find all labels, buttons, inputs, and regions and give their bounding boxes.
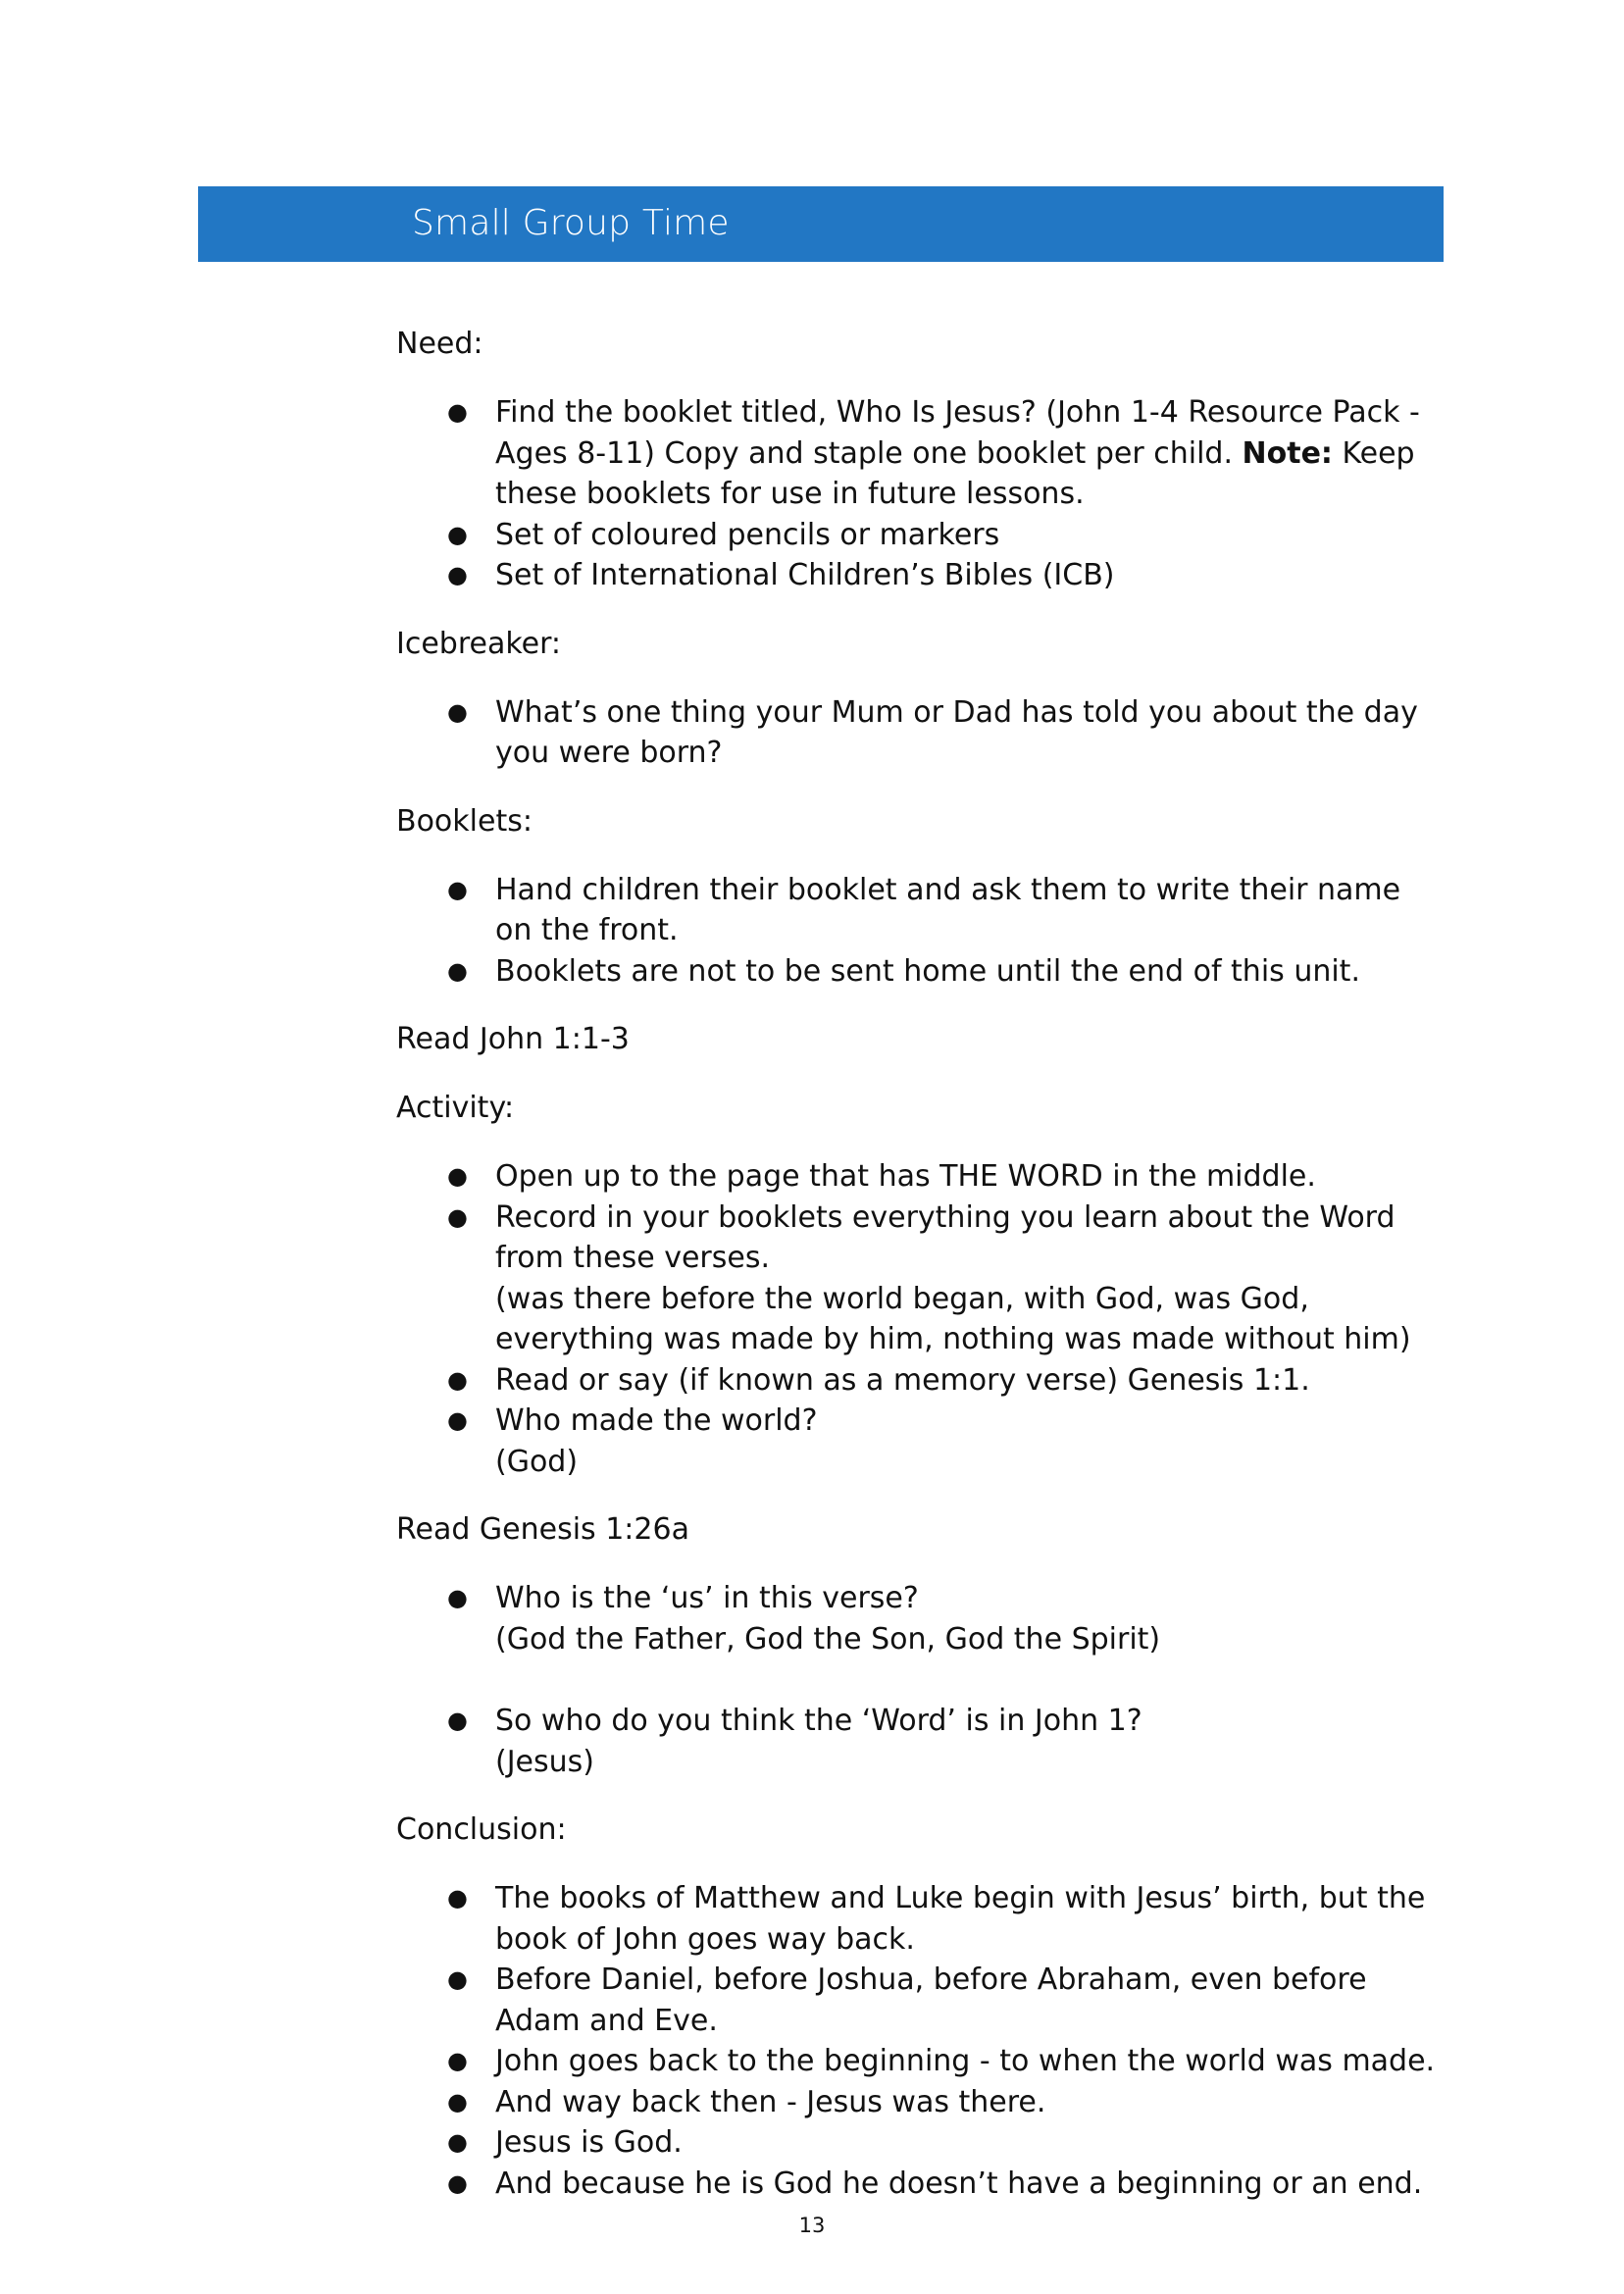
bullet-icon: ● <box>447 561 468 588</box>
list-item <box>396 870 1444 951</box>
activity-item-2-answer: (was there before the world began, with God, was God, everything was made by him, nothing was made without him) <box>495 1281 1411 1356</box>
list-item <box>396 1878 1444 1960</box>
conclusion-heading: Conclusion: <box>396 1812 567 1847</box>
booklets-item-1-text: Hand children their booklet and ask them to write their name on the front. <box>495 872 1401 947</box>
booklets-item-2-text: Booklets are not to be sent home until the end of this unit. <box>495 953 1360 989</box>
activity-item-4-text: Who made the world? <box>495 1403 818 1438</box>
page-number: 13 <box>798 2214 826 2237</box>
list-item <box>396 951 1444 993</box>
icebreaker-item-1-text: What’s one thing your Mum or Dad has told you about the day you were born? <box>495 694 1418 770</box>
list-item <box>396 2122 1444 2164</box>
list-item <box>396 1578 1444 1659</box>
activity-item-2-text: Record in your booklets everything you learn about the Word from these verses. <box>495 1199 1396 1275</box>
list-item <box>396 2082 1444 2123</box>
bullet-icon: ● <box>447 875 468 903</box>
bullet-icon: ● <box>447 697 468 726</box>
booklets-list <box>396 870 1444 993</box>
section-banner <box>198 186 1444 262</box>
section-title: Small Group Time <box>412 203 730 243</box>
conclusion-item-4-text: And way back then - Jesus was there. <box>495 2084 1046 2119</box>
bullet-icon: ● <box>447 1202 468 1231</box>
bullet-icon: ● <box>447 2087 468 2116</box>
bullet-icon: ● <box>447 398 468 426</box>
list-item <box>396 1360 1444 1402</box>
conclusion-item-2-text: Before Daniel, before Joshua, before Abraham, even before Adam and Eve. <box>495 1963 1367 2038</box>
need-item-3-text: Set of International Children’s Bibles (ICB) <box>495 558 1115 592</box>
booklets-heading: Booklets: <box>396 803 533 839</box>
page-content <box>396 324 1444 2231</box>
list-item <box>396 515 1444 556</box>
conclusion-item-1-text: The books of Matthew and Luke begin with Jesus’ birth, but the book of John goes way back. <box>495 1881 1426 1957</box>
list-item <box>396 692 1444 774</box>
need-list <box>396 392 1444 596</box>
activity-heading: Activity: <box>396 1091 515 1125</box>
activity-item-1-text: Open up to the page that has THE WORD in the middle. <box>495 1159 1316 1194</box>
bullet-icon: ● <box>447 1965 468 1993</box>
bullet-icon: ● <box>447 1406 468 1434</box>
genesis-item-2-answer: (Jesus) <box>495 1744 594 1779</box>
bullet-icon: ● <box>447 1162 468 1190</box>
genesis-item-2-text: So who do you think the ‘Word’ is in John 1? <box>495 1704 1142 1738</box>
list-item <box>396 1701 1444 1782</box>
icebreaker-list <box>396 692 1444 774</box>
list-item <box>396 1960 1444 2041</box>
bullet-icon: ● <box>447 1584 468 1611</box>
conclusion-item-3-text: John goes back to the beginning - to when the world was made. <box>495 2044 1436 2078</box>
genesis-item-1-text: Who is the ‘us’ in this verse? <box>495 1581 919 1615</box>
list-item <box>396 2041 1444 2082</box>
activity-list <box>396 1156 1444 1482</box>
bullet-icon: ● <box>447 1884 468 1912</box>
bullet-icon: ● <box>447 2168 468 2197</box>
need-heading: Need: <box>396 327 483 361</box>
conclusion-list <box>396 1878 1444 2204</box>
read-genesis-heading: Read Genesis 1:26a <box>396 1512 689 1547</box>
activity-item-3-text: Read or say (if known as a memory verse) Genesis 1:1. <box>495 1362 1310 1398</box>
list-item <box>396 1156 1444 1198</box>
read-john-heading: Read John 1:1-3 <box>396 1022 630 1056</box>
activity-item-4-answer: (God) <box>495 1444 579 1479</box>
need-item-1-text: Find the booklet titled, Who Is Jesus? (John 1-4 Resource Pack - Ages 8-11) Copy and staple one booklet per child. <box>495 395 1420 471</box>
genesis-list <box>396 1578 1444 1782</box>
list-item <box>396 2164 1444 2205</box>
list-item <box>396 392 1444 515</box>
bullet-icon: ● <box>447 1365 468 1394</box>
bullet-icon: ● <box>447 1707 468 1734</box>
conclusion-item-6-text: And because he is God he doesn’t have a beginning or an end. <box>495 2166 1423 2201</box>
bullet-icon: ● <box>447 956 468 985</box>
note-label: Note: <box>1242 435 1333 471</box>
need-item-2-text: Set of coloured pencils or markers <box>495 517 1000 552</box>
icebreaker-heading: Icebreaker: <box>396 626 562 661</box>
genesis-item-1-answer: (God the Father, God the Son, God the Spirit) <box>495 1621 1161 1657</box>
bullet-icon: ● <box>447 2047 468 2074</box>
need-item-1-note: Keep these booklets for use in future lessons. <box>495 435 1415 511</box>
list-item <box>396 1401 1444 1482</box>
list-item <box>396 1198 1444 1360</box>
bullet-icon: ● <box>447 520 468 548</box>
bullet-icon: ● <box>447 2128 468 2156</box>
conclusion-item-5-text: Jesus is God. <box>495 2125 683 2160</box>
list-item <box>396 555 1444 596</box>
